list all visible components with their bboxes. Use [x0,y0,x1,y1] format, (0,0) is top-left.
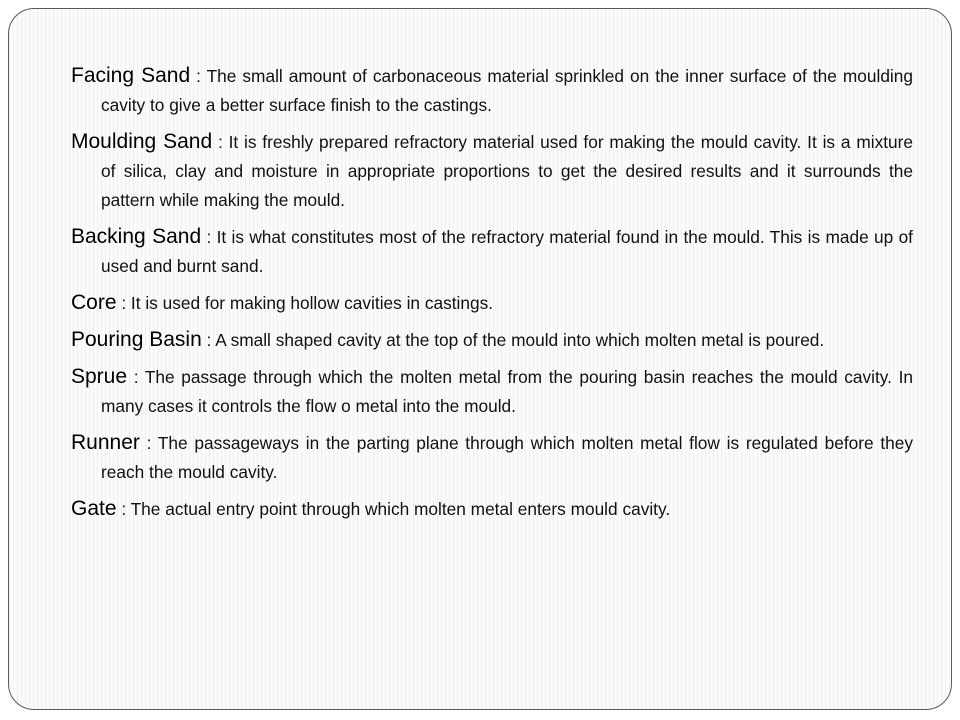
term: Pouring Basin [71,328,202,351]
term: Sprue [71,365,128,388]
entry-gate [71,494,913,524]
definition: : It is what constitutes most of the refractory material found in the mould. This is made up of used and burnt sand. [101,227,913,276]
definition-list [71,61,913,531]
term: Moulding Sand [71,130,213,153]
term: Runner [71,431,140,454]
entry-backing-sand [71,222,913,281]
entry-runner [71,428,913,487]
definition: : The actual entry point through which molten metal enters mould cavity. [116,499,671,519]
definition: : The passageways in the parting plane through which molten metal flow is regulated before they reach the mould cavity. [101,433,913,482]
term: Facing Sand [71,64,191,87]
definition: : The passage through which the molten metal from the pouring basin reaches the mould cavity. In many cases it controls the flow o metal into the mould. [101,367,913,416]
entry-moulding-sand [71,127,913,215]
definition: : It is used for making hollow cavities in castings. [116,293,494,313]
entry-core [71,288,913,318]
definition: : It is freshly prepared refractory material used for making the mould cavity. It is a mixture of silica, clay and moisture in appropriate proportions to get the desired results and it surrounds the pattern while making the mould. [101,132,913,210]
term: Core [71,291,117,314]
slide-frame [8,8,952,710]
term: Backing Sand [71,225,202,248]
entry-pouring-basin [71,325,913,355]
term: Gate [71,497,117,520]
entry-sprue [71,362,913,421]
definition: : The small amount of carbonaceous material sprinkled on the inner surface of the moulding cavity to give a better surface finish to the castings. [101,66,913,115]
definition: : A small shaped cavity at the top of the mould into which molten metal is poured. [201,330,825,350]
entry-facing-sand [71,61,913,120]
